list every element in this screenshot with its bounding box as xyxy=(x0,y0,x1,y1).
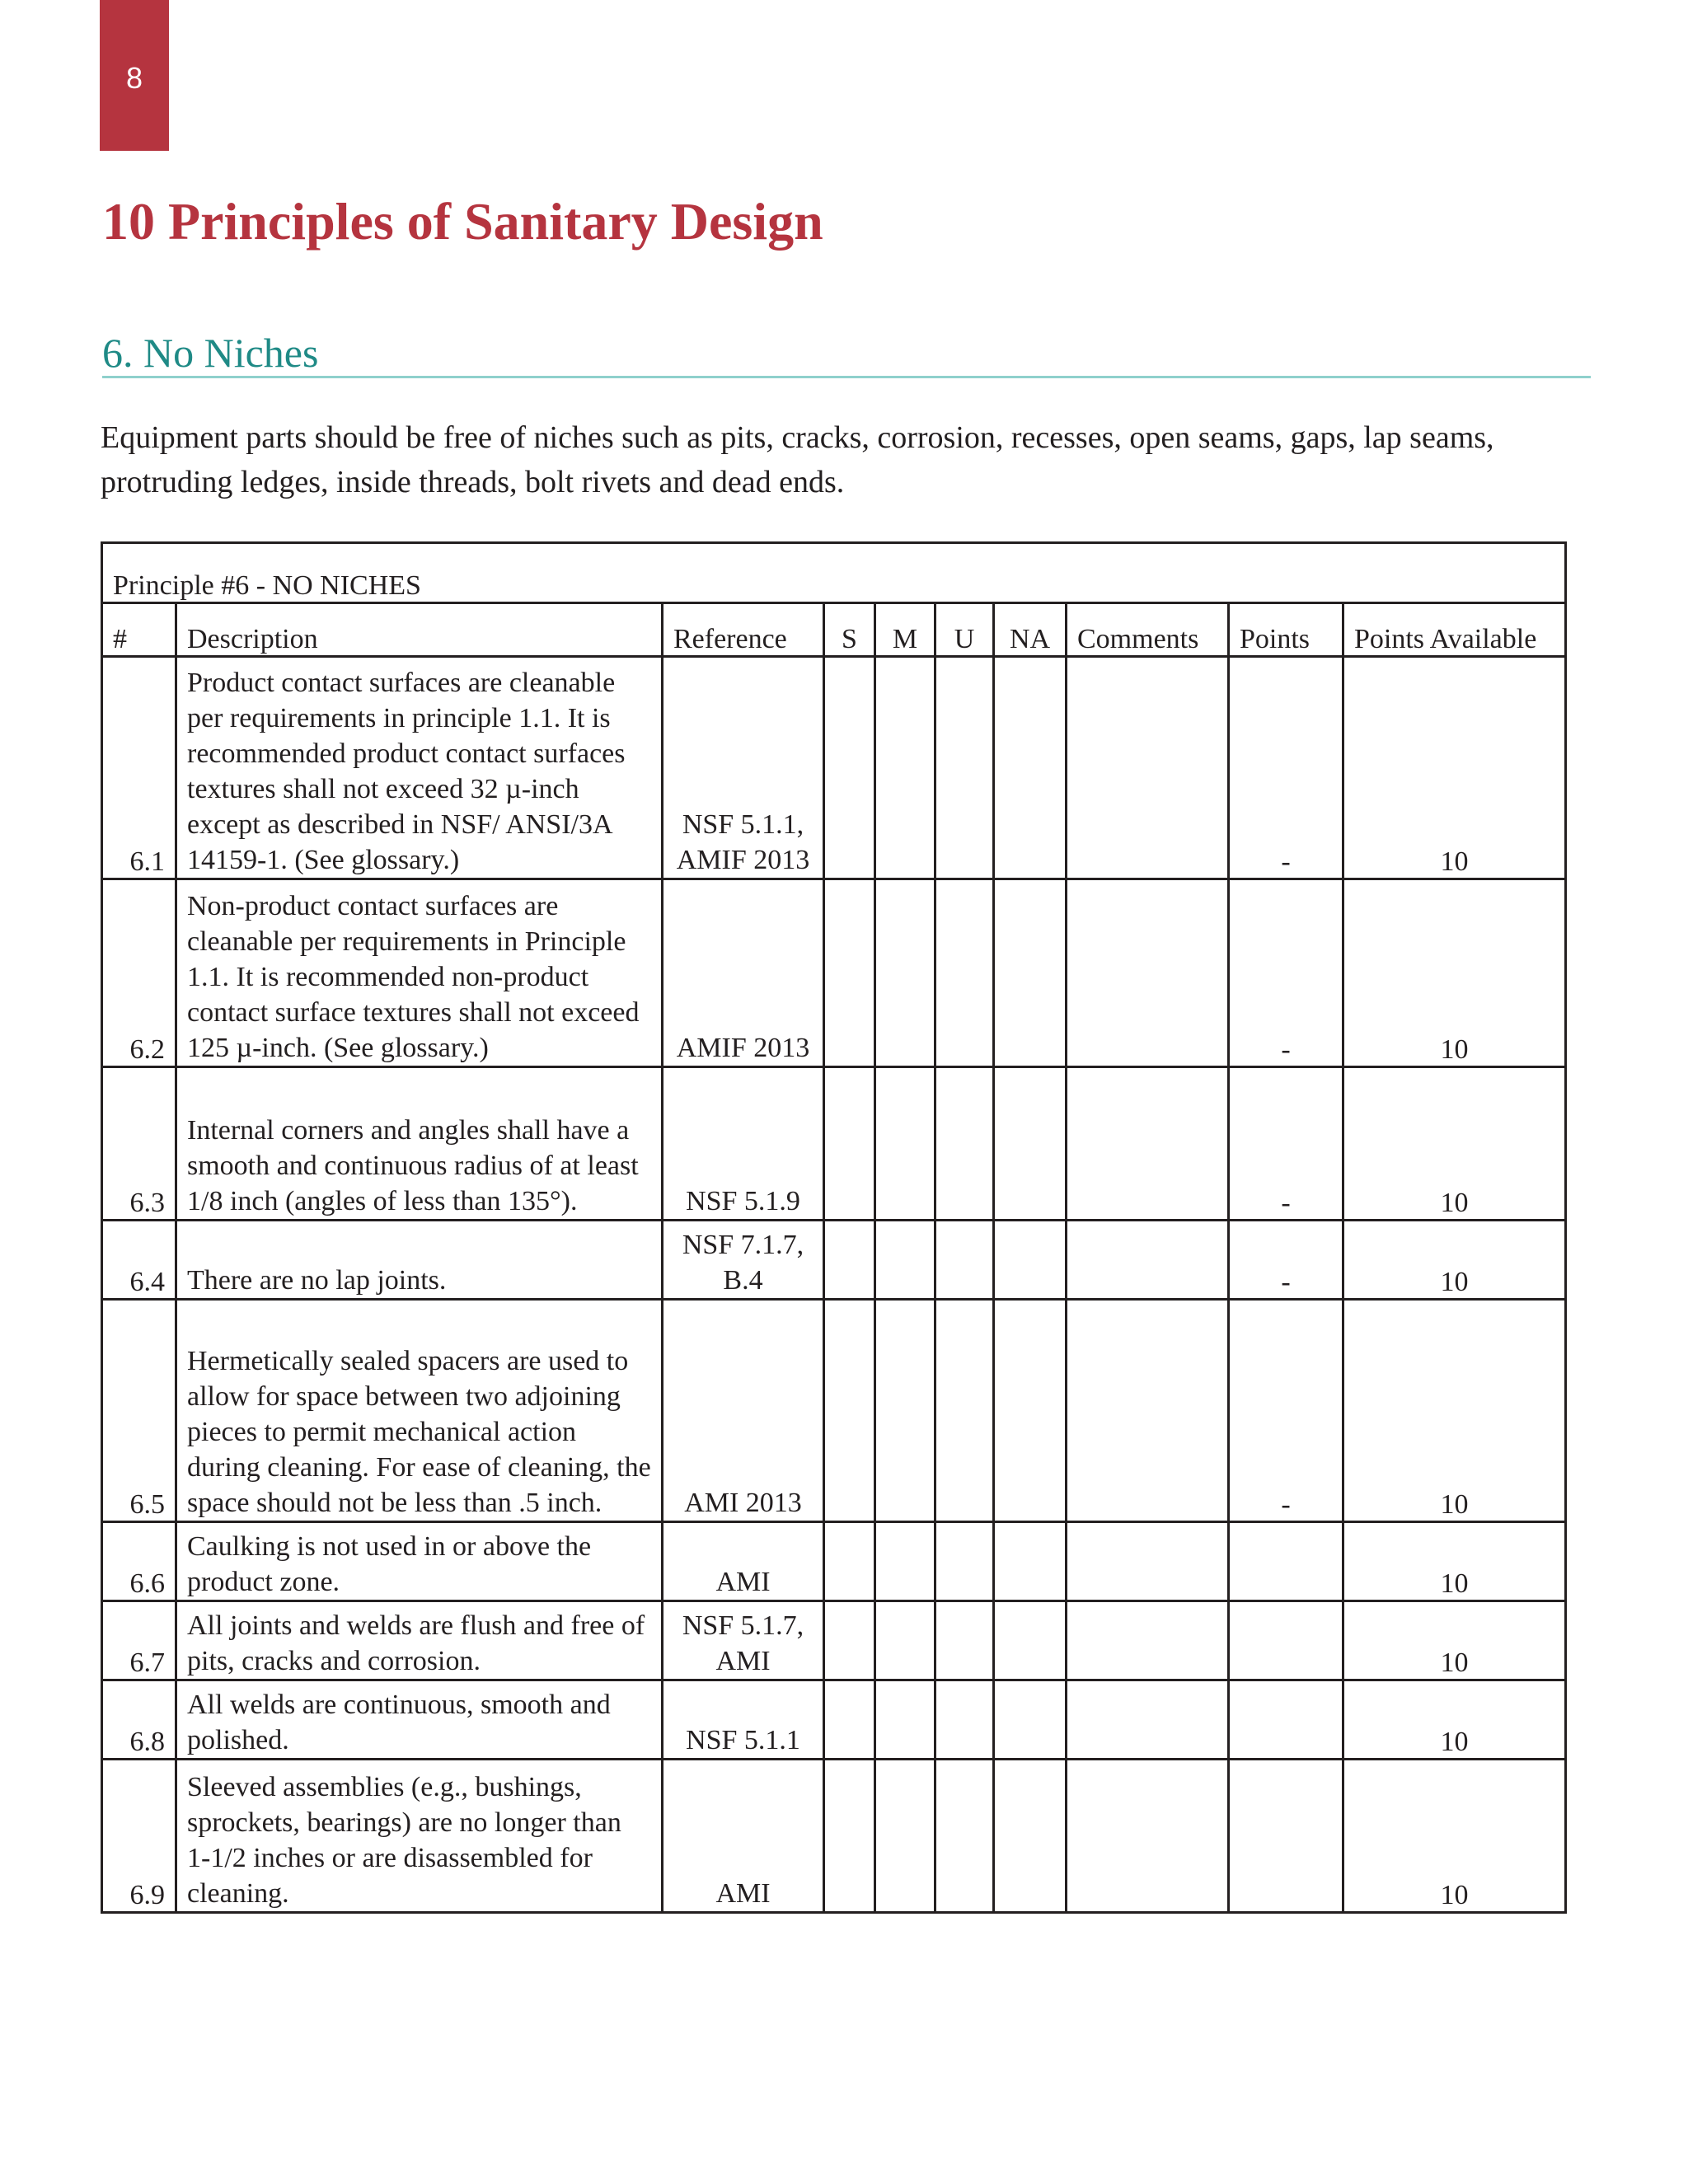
row-points: - xyxy=(1229,1067,1343,1221)
row-reference: AMI xyxy=(663,1522,824,1601)
row-comments-cell[interactable] xyxy=(1067,1601,1229,1680)
table-row xyxy=(102,879,1566,1067)
row-points-available: 10 xyxy=(1343,879,1566,1067)
row-u-cell[interactable] xyxy=(935,657,994,879)
row-u-cell[interactable] xyxy=(935,879,994,1067)
row-number: 6.2 xyxy=(102,879,176,1067)
section-heading: 6. No Niches xyxy=(102,330,1591,378)
header-comments: Comments xyxy=(1067,603,1229,657)
row-m-cell[interactable] xyxy=(875,657,935,879)
row-points: - xyxy=(1229,1221,1343,1300)
row-reference: AMI 2013 xyxy=(663,1300,824,1522)
row-number: 6.3 xyxy=(102,1067,176,1221)
row-u-cell[interactable] xyxy=(935,1760,994,1913)
row-reference: NSF 5.1.1, AMIF 2013 xyxy=(663,657,824,879)
header-points-available: Points Available xyxy=(1343,603,1566,657)
row-description: All welds are continuous, smooth and polished. xyxy=(176,1680,663,1760)
row-na-cell[interactable] xyxy=(994,879,1067,1067)
row-m-cell[interactable] xyxy=(875,879,935,1067)
row-s-cell[interactable] xyxy=(824,1680,875,1760)
row-s-cell[interactable] xyxy=(824,879,875,1067)
row-u-cell[interactable] xyxy=(935,1300,994,1522)
row-description: Non-product contact surfaces are cleanable per requirements in Principle 1.1. It is recommended non-product contact surface textures shall not exceed 125 µ-inch. (See glossary.) xyxy=(176,879,663,1067)
page-number: 8 xyxy=(125,61,143,95)
table-row xyxy=(102,657,1566,879)
row-points-available: 10 xyxy=(1343,1680,1566,1760)
row-m-cell[interactable] xyxy=(875,1601,935,1680)
row-na-cell[interactable] xyxy=(994,1760,1067,1913)
row-na-cell[interactable] xyxy=(994,1601,1067,1680)
table-row xyxy=(102,1221,1566,1300)
row-na-cell[interactable] xyxy=(994,1680,1067,1760)
header-s: S xyxy=(824,603,875,657)
row-points-available: 10 xyxy=(1343,1522,1566,1601)
row-s-cell[interactable] xyxy=(824,1601,875,1680)
row-comments-cell[interactable] xyxy=(1067,1300,1229,1522)
row-points: - xyxy=(1229,879,1343,1067)
row-m-cell[interactable] xyxy=(875,1300,935,1522)
table-row xyxy=(102,1680,1566,1760)
row-comments-cell[interactable] xyxy=(1067,1067,1229,1221)
row-number: 6.5 xyxy=(102,1300,176,1522)
header-num: # xyxy=(102,603,176,657)
row-points: - xyxy=(1229,1300,1343,1522)
table-row xyxy=(102,1601,1566,1680)
row-points-available: 10 xyxy=(1343,1221,1566,1300)
row-na-cell[interactable] xyxy=(994,1221,1067,1300)
row-points xyxy=(1229,1522,1343,1601)
header-description: Description xyxy=(176,603,663,657)
row-comments-cell[interactable] xyxy=(1067,657,1229,879)
row-comments-cell[interactable] xyxy=(1067,1522,1229,1601)
table-row xyxy=(102,1067,1566,1221)
row-description: Sleeved assemblies (e.g., bushings, sprockets, bearings) are no longer than 1-1/2 inches or are disassembled for cleaning. xyxy=(176,1760,663,1913)
row-number: 6.1 xyxy=(102,657,176,879)
row-m-cell[interactable] xyxy=(875,1522,935,1601)
row-points-available: 10 xyxy=(1343,1067,1566,1221)
table-row xyxy=(102,1300,1566,1522)
table-caption-row xyxy=(102,543,1566,603)
row-reference: NSF 5.1.1 xyxy=(663,1680,824,1760)
row-description: Hermetically sealed spacers are used to allow for space between two adjoining pieces to permit mechanical action during cleaning. For ease of cleaning, the space should not be less than .5 inch. xyxy=(176,1300,663,1522)
section-intro: Equipment parts should be free of niches such as pits, cracks, corrosion, recesses, open seams, gaps, lap seams, protruding ledges, inside threads, bolt rivets and dead ends. xyxy=(101,420,1494,499)
row-reference: NSF 5.1.7, AMI xyxy=(663,1601,824,1680)
row-description: Product contact surfaces are cleanable per requirements in principle 1.1. It is recommended product contact surfaces textures shall not exceed 32 µ-inch except as described in NSF/ ANSI/3A 14159-1. (See glossary.) xyxy=(176,657,663,879)
row-s-cell[interactable] xyxy=(824,657,875,879)
row-reference: AMI xyxy=(663,1760,824,1913)
document-title: 10 Principles of Sanitary Design xyxy=(102,192,823,251)
row-points: - xyxy=(1229,657,1343,879)
row-points xyxy=(1229,1760,1343,1913)
row-u-cell[interactable] xyxy=(935,1067,994,1221)
table-row xyxy=(102,1760,1566,1913)
header-u: U xyxy=(935,603,994,657)
table-body xyxy=(102,543,1566,1913)
row-reference: NSF 7.1.7, B.4 xyxy=(663,1221,824,1300)
row-s-cell[interactable] xyxy=(824,1300,875,1522)
row-m-cell[interactable] xyxy=(875,1067,935,1221)
row-description: There are no lap joints. xyxy=(176,1221,663,1300)
row-points-available: 10 xyxy=(1343,1300,1566,1522)
row-points-available: 10 xyxy=(1343,657,1566,879)
row-description: Caulking is not used in or above the product zone. xyxy=(176,1522,663,1601)
row-points-available: 10 xyxy=(1343,1601,1566,1680)
row-reference: AMIF 2013 xyxy=(663,879,824,1067)
row-points xyxy=(1229,1601,1343,1680)
row-m-cell[interactable] xyxy=(875,1680,935,1760)
row-u-cell[interactable] xyxy=(935,1221,994,1300)
row-number: 6.7 xyxy=(102,1601,176,1680)
row-number: 6.9 xyxy=(102,1760,176,1913)
row-s-cell[interactable] xyxy=(824,1067,875,1221)
row-description: Internal corners and angles shall have a smooth and continuous radius of at least 1/8 inch (angles of less than 135°). xyxy=(176,1067,663,1221)
row-na-cell[interactable] xyxy=(994,1067,1067,1221)
page-number-tab xyxy=(100,0,169,151)
row-na-cell[interactable] xyxy=(994,1522,1067,1601)
row-comments-cell[interactable] xyxy=(1067,1221,1229,1300)
row-points xyxy=(1229,1680,1343,1760)
table-caption: Principle #6 - NO NICHES xyxy=(102,543,1566,603)
table-header-row xyxy=(102,603,1566,657)
header-reference: Reference xyxy=(663,603,824,657)
row-na-cell[interactable] xyxy=(994,1300,1067,1522)
row-description: All joints and welds are flush and free of pits, cracks and corrosion. xyxy=(176,1601,663,1680)
table-row xyxy=(102,1522,1566,1601)
row-points-available: 10 xyxy=(1343,1760,1566,1913)
row-comments-cell[interactable] xyxy=(1067,1760,1229,1913)
header-na: NA xyxy=(994,603,1067,657)
row-m-cell[interactable] xyxy=(875,1221,935,1300)
header-points: Points xyxy=(1229,603,1343,657)
header-m: M xyxy=(875,603,935,657)
row-comments-cell[interactable] xyxy=(1067,1680,1229,1760)
row-u-cell[interactable] xyxy=(935,1680,994,1760)
row-number: 6.8 xyxy=(102,1680,176,1760)
row-u-cell[interactable] xyxy=(935,1601,994,1680)
row-m-cell[interactable] xyxy=(875,1760,935,1913)
row-comments-cell[interactable] xyxy=(1067,879,1229,1067)
row-na-cell[interactable] xyxy=(994,657,1067,879)
row-u-cell[interactable] xyxy=(935,1522,994,1601)
row-number: 6.6 xyxy=(102,1522,176,1601)
row-s-cell[interactable] xyxy=(824,1221,875,1300)
row-number: 6.4 xyxy=(102,1221,176,1300)
row-s-cell[interactable] xyxy=(824,1522,875,1601)
row-reference: NSF 5.1.9 xyxy=(663,1067,824,1221)
principle-checklist-table xyxy=(101,541,1567,1914)
row-s-cell[interactable] xyxy=(824,1760,875,1913)
